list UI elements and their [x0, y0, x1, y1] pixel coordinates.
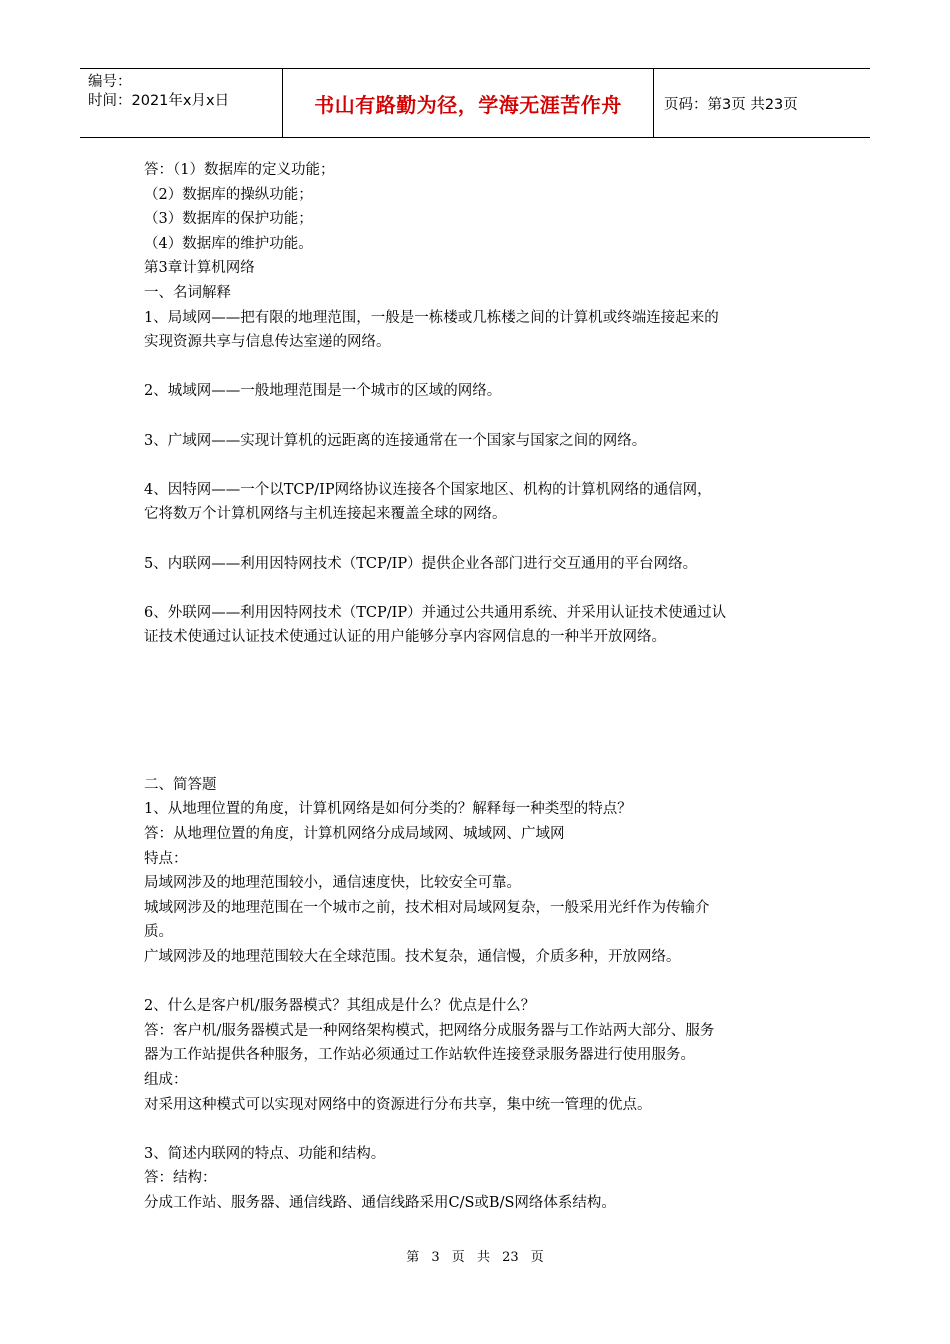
text-line: 对采用这种模式可以实现对网络中的资源进行分布共享，集中统一管理的优点。	[144, 1096, 652, 1113]
text-line: 实现资源共享与信息传达室递的网络。	[144, 334, 391, 351]
document-body	[144, 158, 812, 1216]
text-line: 1、局域网——把有限的地理范围，一般是一栋楼或几栋楼之间的计算机或终端连接起来的	[144, 309, 719, 326]
text-line: 局域网涉及的地理范围较小，通信速度快，比较安全可靠。	[144, 875, 521, 892]
blank-line	[144, 527, 812, 552]
blank-line	[144, 1117, 812, 1142]
footer-page-number: 3	[431, 1250, 440, 1265]
text-line: 2、什么是客户机/服务器模式？其组成是什么？优点是什么？	[144, 998, 536, 1015]
blank-line	[144, 576, 812, 601]
footer-ye: 页	[451, 1250, 465, 1265]
text-line: 一、名词解释	[144, 284, 231, 301]
header-motto: 书山有路勤为径，学海无涯苦作舟	[314, 92, 622, 117]
footer-ye-2: 页	[530, 1250, 544, 1265]
blank-line	[144, 724, 812, 749]
header-motto-cell	[282, 69, 654, 137]
header-meta	[80, 69, 282, 137]
blank-line	[144, 674, 812, 699]
text-line: 4、因特网——一个以TCP/IP网络协议连接各个国家地区、机构的计算机网络的通信网，	[144, 481, 712, 498]
blank-line	[144, 699, 812, 724]
footer-gong: 共	[476, 1250, 490, 1265]
footer-total-pages: 23	[502, 1250, 519, 1265]
text-line: 质。	[144, 924, 173, 941]
doc-number-label: 编号：	[88, 74, 132, 90]
page-footer	[0, 1246, 950, 1265]
text-line: 广域网涉及的地理范围较大在全球范围。技术复杂，通信慢，介质多种，开放网络。	[144, 949, 681, 965]
footer-di: 第	[406, 1250, 420, 1265]
text-line: 答：（1）数据库的定义功能；	[144, 162, 335, 178]
text-line: 2、城域网——一般地理范围是一个城市的区域的网络。	[144, 383, 502, 400]
text-line: 3、广域网——实现计算机的远距离的连接通常在一个国家与国家之间的网络。	[144, 432, 647, 449]
header-page-cell	[654, 69, 870, 137]
text-line: 二、简答题	[144, 776, 217, 793]
header-page-label: 页码：第3页 共23页	[664, 96, 798, 113]
blank-line	[144, 453, 812, 478]
text-line: 第3章计算机网络	[144, 260, 255, 277]
blank-line	[144, 748, 812, 773]
blank-line	[144, 650, 812, 675]
text-line: 5、内联网——利用因特网技术（TCP/IP）提供企业各部门进行交互通用的平台网络。	[144, 555, 698, 572]
blank-line	[144, 355, 812, 380]
text-line: （3）数据库的保护功能；	[144, 211, 313, 228]
text-line: 组成：	[144, 1071, 188, 1088]
blank-line	[144, 970, 812, 995]
doc-date-label: 时间：2021年x月x日	[88, 93, 230, 109]
text-line: 城域网涉及的地理范围在一个城市之前，技术相对局域网复杂，一般采用光纤作为传输介	[144, 899, 710, 916]
text-line: 1、从地理位置的角度，计算机网络是如何分类的？解释每一种类型的特点？	[144, 801, 632, 818]
text-line: 答：结构：	[144, 1170, 217, 1187]
text-line: 器为工作站提供各种服务，工作站必须通过工作站软件连接登录服务器进行使用服务。	[144, 1047, 695, 1064]
text-line: 答：从地理位置的角度，计算机网络分成局域网、城域网、广域网	[144, 826, 565, 843]
text-line: 证技术使通过认证技术使通过认证的用户能够分享内容网信息的一种半开放网络。	[144, 629, 666, 646]
blank-line	[144, 404, 812, 429]
text-line: （4）数据库的维护功能。	[144, 235, 313, 252]
text-line: 分成工作站、服务器、通信线路、通信线路采用C/S或B/S网络体系结构。	[144, 1194, 616, 1211]
text-line: 3、简述内联网的特点、功能和结构。	[144, 1145, 386, 1162]
text-line: 它将数万个计算机网络与主机连接起来覆盖全球的网络。	[144, 506, 507, 523]
page-header	[80, 68, 870, 138]
text-line: 答：客户机/服务器模式是一种网络架构模式，把网络分成服务器与工作站两大部分、服务	[144, 1022, 715, 1039]
text-line: 6、外联网——利用因特网技术（TCP/IP）并通过公共通用系统、并采用认证技术使通过认	[144, 604, 727, 621]
text-line: （2）数据库的操纵功能；	[144, 186, 313, 203]
text-line: 特点：	[144, 850, 188, 867]
